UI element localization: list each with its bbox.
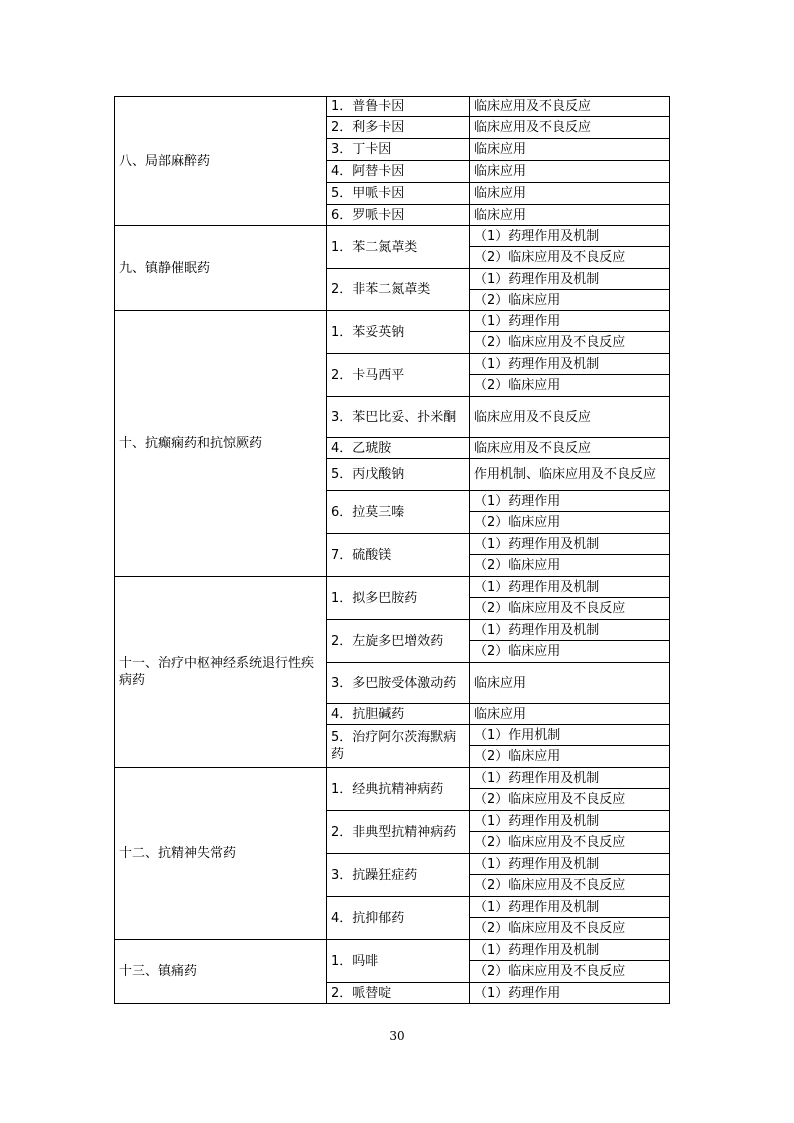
drug-item-cell: 2．非苯二氮䓬类 xyxy=(327,269,470,311)
drug-item-cell: 5．丙戊酸钠 xyxy=(327,459,470,491)
detail-cell: （2）临床应用 xyxy=(470,641,670,663)
detail-cell: 临床应用及不良反应 xyxy=(470,97,670,117)
drug-item-cell: 2．利多卡因 xyxy=(327,117,470,139)
drug-item-cell: 1．苯妥英钠 xyxy=(327,311,470,354)
drug-item-cell: 6．罗哌卡因 xyxy=(327,205,470,226)
detail-cell: （2）临床应用 xyxy=(470,512,670,534)
detail-cell: （1）药理作用及机制 xyxy=(470,269,670,290)
table-row xyxy=(115,97,670,117)
category-cell: 八、局部麻醉药 xyxy=(115,97,327,226)
detail-cell: （1）药理作用及机制 xyxy=(470,354,670,375)
drug-item-cell: 2．卡马西平 xyxy=(327,354,470,397)
detail-cell: （1）药理作用 xyxy=(470,983,670,1004)
drug-item-cell: 4．乙琥胺 xyxy=(327,438,470,459)
detail-cell: 临床应用 xyxy=(470,704,670,725)
drug-item-cell: 7．硫酸镁 xyxy=(327,534,470,577)
detail-cell: （2）临床应用及不良反应 xyxy=(470,875,670,897)
detail-cell: （2）临床应用及不良反应 xyxy=(470,332,670,354)
detail-cell: （2）临床应用及不良反应 xyxy=(470,961,670,983)
drug-item-cell: 3．抗躁狂症药 xyxy=(327,854,470,897)
table-row xyxy=(115,940,670,961)
category-cell: 十二、抗精神失常药 xyxy=(115,768,327,940)
detail-cell: （2）临床应用 xyxy=(470,375,670,397)
category-cell: 十、抗癫痫药和抗惊厥药 xyxy=(115,311,327,577)
detail-cell: 临床应用及不良反应 xyxy=(470,117,670,139)
drug-item-cell: 3．苯巴比妥、扑米酮 xyxy=(327,397,470,438)
detail-cell: （1）作用机制 xyxy=(470,725,670,746)
drug-item-cell: 4．阿替卡因 xyxy=(327,161,470,183)
drug-item-cell: 1．普鲁卡因 xyxy=(327,97,470,117)
table-row xyxy=(115,226,670,247)
drug-item-cell: 3．丁卡因 xyxy=(327,139,470,161)
drug-item-cell: 6．拉莫三嗪 xyxy=(327,491,470,534)
detail-cell: 作用机制、临床应用及不良反应 xyxy=(470,459,670,491)
drug-item-cell: 1．吗啡 xyxy=(327,940,470,983)
page-number: 30 xyxy=(389,1029,405,1043)
table-row xyxy=(115,768,670,789)
detail-cell: （2）临床应用 xyxy=(470,746,670,768)
detail-cell: （2）临床应用及不良反应 xyxy=(470,598,670,620)
detail-cell: 临床应用 xyxy=(470,139,670,161)
drug-item-cell: 2．非典型抗精神病药 xyxy=(327,811,470,854)
syllabus-table xyxy=(114,96,670,1004)
drug-item-cell: 5．治疗阿尔茨海默病药 xyxy=(327,725,470,768)
drug-item-cell: 2．左旋多巴增效药 xyxy=(327,620,470,663)
category-cell: 十三、镇痛药 xyxy=(115,940,327,1004)
detail-cell: 临床应用 xyxy=(470,663,670,704)
detail-cell: （2）临床应用及不良反应 xyxy=(470,918,670,940)
detail-cell: （1）药理作用及机制 xyxy=(470,940,670,961)
detail-cell: （1）药理作用及机制 xyxy=(470,620,670,641)
detail-cell: （1）药理作用及机制 xyxy=(470,226,670,247)
detail-cell: （2）临床应用 xyxy=(470,290,670,311)
drug-item-cell: 1．经典抗精神病药 xyxy=(327,768,470,811)
detail-cell: 临床应用及不良反应 xyxy=(470,438,670,459)
drug-item-cell: 1．苯二氮䓬类 xyxy=(327,226,470,269)
category-cell: 十一、治疗中枢神经系统退行性疾病药 xyxy=(115,577,327,768)
detail-cell: （1）药理作用及机制 xyxy=(470,811,670,832)
detail-cell: （2）临床应用及不良反应 xyxy=(470,832,670,854)
drug-item-cell: 3．多巴胺受体激动药 xyxy=(327,663,470,704)
detail-cell: （1）药理作用及机制 xyxy=(470,768,670,789)
detail-cell: （1）药理作用 xyxy=(470,311,670,332)
category-cell: 九、镇静催眠药 xyxy=(115,226,327,311)
table-row xyxy=(115,577,670,598)
drug-item-cell: 5．甲哌卡因 xyxy=(327,183,470,205)
detail-cell: 临床应用 xyxy=(470,161,670,183)
drug-item-cell: 4．抗胆碱药 xyxy=(327,704,470,725)
detail-cell: 临床应用及不良反应 xyxy=(470,397,670,438)
detail-cell: 临床应用 xyxy=(470,183,670,205)
detail-cell: （1）药理作用及机制 xyxy=(470,534,670,555)
detail-cell: （1）药理作用 xyxy=(470,491,670,512)
drug-item-cell: 1．拟多巴胺药 xyxy=(327,577,470,620)
drug-item-cell: 4．抗抑郁药 xyxy=(327,897,470,940)
detail-cell: （1）药理作用及机制 xyxy=(470,897,670,918)
drug-item-cell: 2．哌替啶 xyxy=(327,983,470,1004)
detail-cell: 临床应用 xyxy=(470,205,670,226)
detail-cell: （2）临床应用及不良反应 xyxy=(470,789,670,811)
syllabus-table-body xyxy=(115,97,670,1004)
table-row xyxy=(115,311,670,332)
detail-cell: （1）药理作用及机制 xyxy=(470,854,670,875)
detail-cell: （1）药理作用及机制 xyxy=(470,577,670,598)
detail-cell: （2）临床应用 xyxy=(470,555,670,577)
detail-cell: （2）临床应用及不良反应 xyxy=(470,247,670,269)
